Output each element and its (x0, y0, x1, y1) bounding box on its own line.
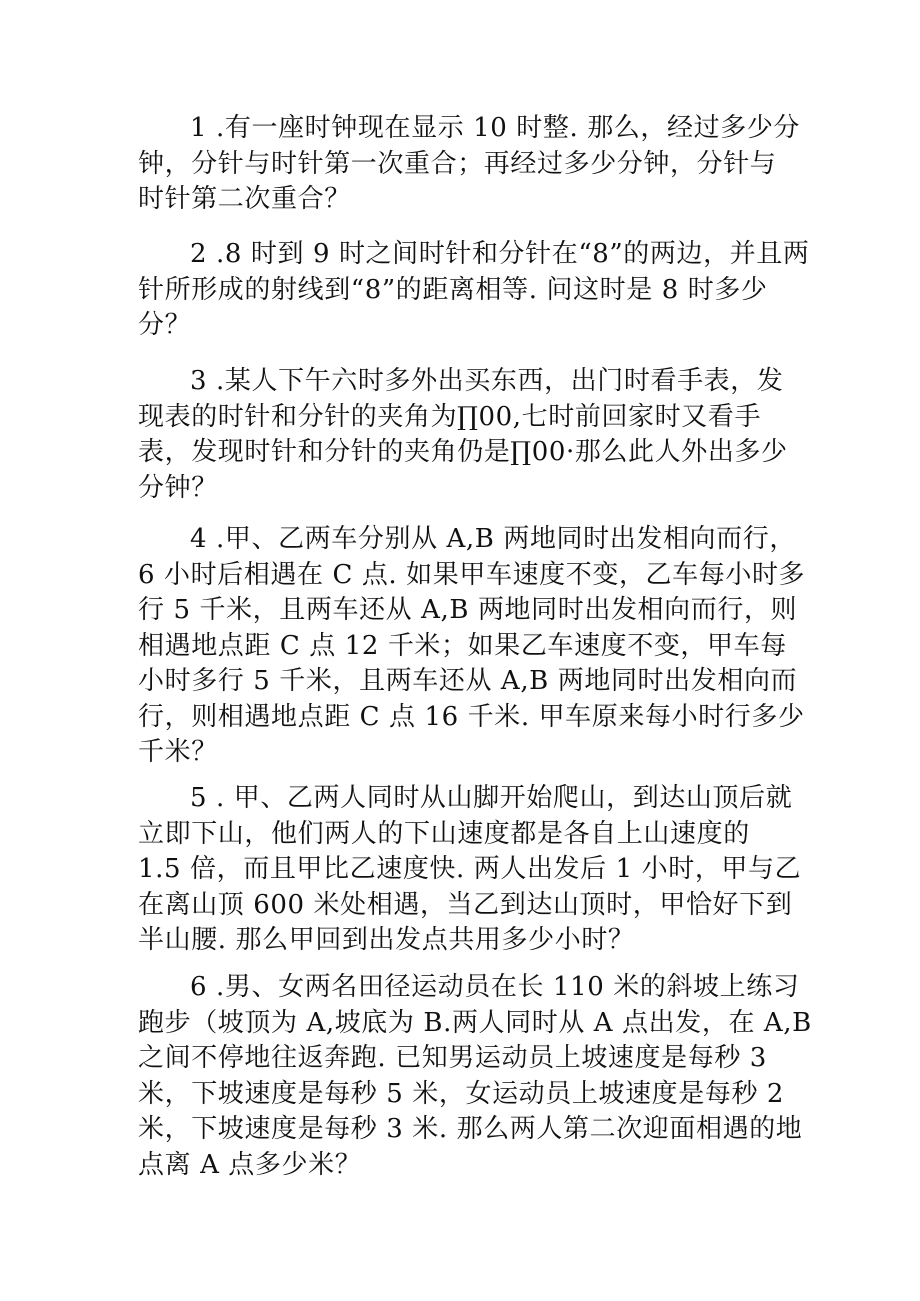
problem-line: 点离 A 点多少米？ (138, 1149, 362, 1180)
problem-line: 表，发现时针和分针的夹角仍是∏00·那么此人外出多少 (138, 437, 788, 467)
problem-line: 1.5 倍，而且甲比乙速度快. 两人出发后 1 小时，甲与乙 (138, 854, 802, 884)
problem-line: 时针第二次重合？ (138, 184, 351, 214)
problem-line: 2 .8 时到 9 时之间时针和分针在“8”的两边，并且两 (190, 239, 810, 269)
problem-line: 之间不停地往返奔跑. 已知男运动员上坡速度是每秒 3 (138, 1043, 767, 1073)
problem-line: 5 . 甲、乙两人同时从山脚开始爬山，到达山顶后就 (190, 783, 793, 813)
problem-line: 跑步（坡顶为 A,坡底为 B.两人同时从 A 点出发，在 A,B (138, 1007, 812, 1038)
problem-3 (138, 364, 788, 506)
problem-line: 分钟？ (138, 472, 218, 503)
problem-line: 在离山顶 600 米处相遇，当乙到达山顶时，甲恰好下到 (138, 889, 793, 920)
problem-line: 1 .有一座时钟现在显示 10 时整. 那么，经过多少分 (190, 113, 801, 143)
problem-line: 半山腰. 那么甲回到出发点共用多少小时？ (138, 925, 635, 955)
problem-line: 千米？ (138, 737, 218, 767)
problem-line: 立即下山，他们两人的下山速度都是各自上山速度的 (138, 818, 750, 849)
problem-line: 6 小时后相遇在 C 点. 如果甲车速度不变，乙车每小时多 (138, 559, 806, 590)
problem-line: 6 .男、女两名田径运动员在长 110 米的斜坡上练习 (190, 972, 800, 1002)
problem-line: 分？ (138, 310, 192, 340)
problem-2 (138, 237, 810, 344)
problem-line: 3 .某人下午六时多外出买东西，出门时看手表，发 (190, 366, 784, 396)
problem-line: 行，则相遇地点距 C 点 16 千米. 甲车原来每小时行多少 (138, 701, 805, 732)
problem-5 (138, 781, 802, 959)
problem-1 (138, 111, 801, 218)
problem-line: 行 5 千米，且两车还从 A,B 两地同时出发相向而行，则 (138, 595, 798, 625)
problem-line: 现表的时针和分针的夹角为∏00,七时前回家时又看手 (138, 401, 762, 432)
problem-6 (138, 970, 812, 1183)
problem-line: 4 .甲、乙两车分别从 A,B 两地同时出发相向而行， (190, 524, 796, 554)
problem-line: 钟，分针与时针第一次重合；再经过多少分钟，分针与 (138, 148, 777, 179)
problem-line: 小时多行 5 千米，且两车还从 A,B 两地同时出发相向而 (138, 666, 798, 696)
problem-line: 针所形成的射线到“8”的距离相等. 问这时是 8 时多少 (138, 274, 768, 305)
problem-line: 米，下坡速度是每秒 3 米. 那么两人第二次迎面相遇的地 (138, 1114, 803, 1144)
problem-line: 米，下坡速度是每秒 5 米，女运动员上坡速度是每秒 2 (138, 1078, 785, 1109)
problem-4 (138, 522, 806, 771)
problem-line: 相遇地点距 C 点 12 千米；如果乙车速度不变，甲车每 (138, 630, 787, 661)
